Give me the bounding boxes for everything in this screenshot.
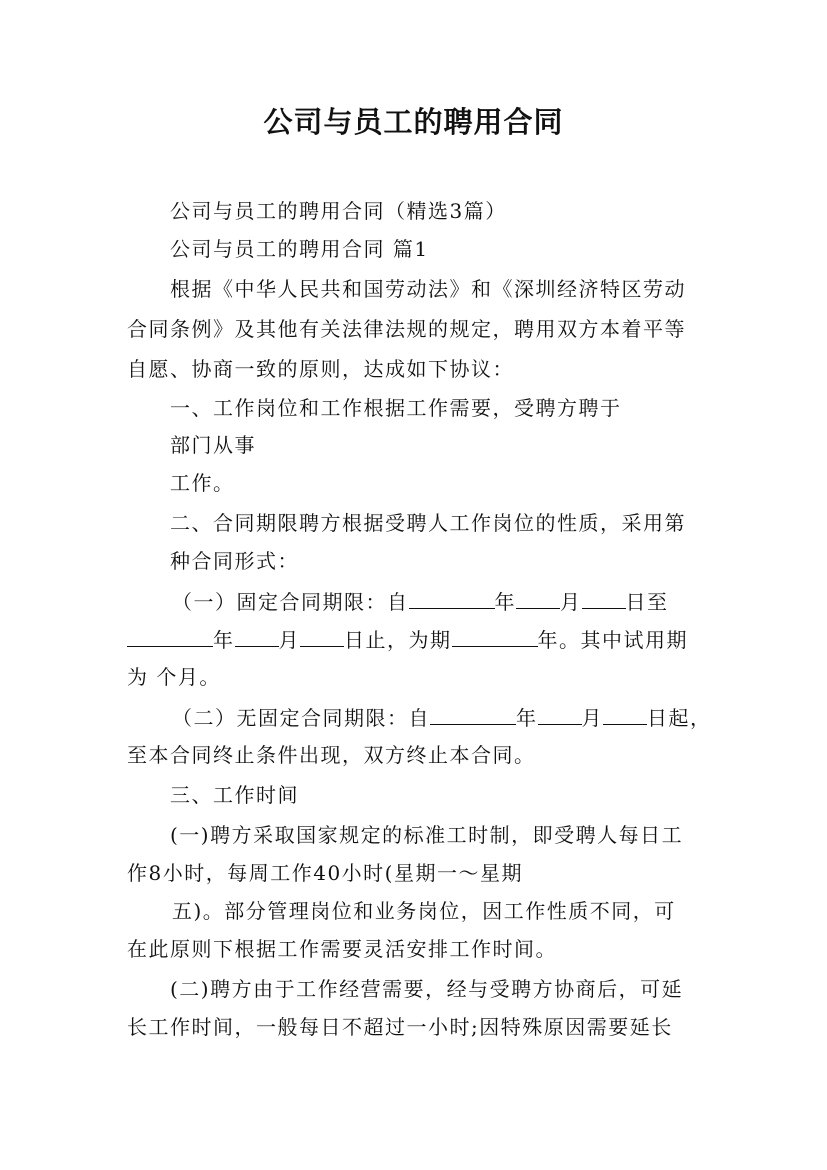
paragraph-line: 长工作时间，一般每日不超过一小时;因特殊原因需要延长 [127,1015,673,1039]
paragraph-line: (一)聘方采取国家规定的标准工时制，即受聘人每日工 [170,823,684,847]
from-text: 自 [387,590,409,614]
paragraph-line: 合同条例》及其他有关法律法规的规定，聘用双方本着平等 [127,317,686,341]
year-blank [409,586,495,609]
month-text: 月 [581,706,603,730]
document-title: 公司与员工的聘用合同 [263,105,564,139]
paragraph-line: (二)聘方由于工作经营需要，经与受聘方协商后，可延 [170,977,684,1001]
open-term-label: （二）无固定合同期限： [172,706,409,730]
day-blank [300,624,344,647]
subtitle-line: 公司与员工的聘用合同（精选3篇） [170,199,507,223]
day-blank [603,702,647,725]
section-heading: 公司与员工的聘用合同 篇1 [170,237,429,261]
paragraph-line: 作8小时，每周工作40小时(星期一～星期 [127,861,523,885]
paragraph-line: 根据《中华人民共和国劳动法》和《深圳经济特区劳动 [170,277,686,301]
section-heading: 三、工作时间 [170,783,299,807]
open-term-line [172,702,712,732]
year-blank [430,702,516,725]
day-blank [582,586,626,609]
paragraph-line: 自愿、协商一致的原则，达成如下协议： [127,357,514,381]
fixed-term-line [172,586,669,616]
year-text: 年 [213,628,235,652]
day-end-text: 日止，为期 [344,628,452,652]
duration-blank [452,624,538,647]
month-text: 月 [560,590,582,614]
day-start-text: 日起， [647,706,712,730]
year-text: 年 [494,590,516,614]
paragraph-line: 二、合同期限聘方根据受聘人工作岗位的性质，采用第 [170,511,686,535]
paragraph-line: 为 个月。 [127,665,221,689]
year-blank [127,624,213,647]
fixed-term-line [127,624,688,654]
from-text: 自 [408,706,430,730]
year-text: 年 [516,706,538,730]
month-blank [516,586,560,609]
fixed-term-label: （一）固定合同期限： [172,590,387,614]
month-blank [235,624,279,647]
paragraph-line: 工作。 [170,471,235,495]
paragraph-line: 一、工作岗位和工作根据工作需要，受聘方聘于 [170,396,622,420]
years-end-text: 年。其中试用期 [537,628,688,652]
paragraph-line: 五)。部分管理岗位和业务岗位，因工作性质不同，可 [172,899,676,923]
paragraph-line: 种合同形式： [170,549,299,573]
paragraph-line: 在此原则下根据工作需要灵活安排工作时间。 [127,937,557,961]
day-to-text: 日至 [625,590,669,614]
month-text: 月 [278,628,300,652]
paragraph-line: 部门从事 [170,433,256,457]
month-blank [538,702,582,725]
paragraph-line: 至本合同终止条件出现，双方终止本合同。 [127,743,536,767]
